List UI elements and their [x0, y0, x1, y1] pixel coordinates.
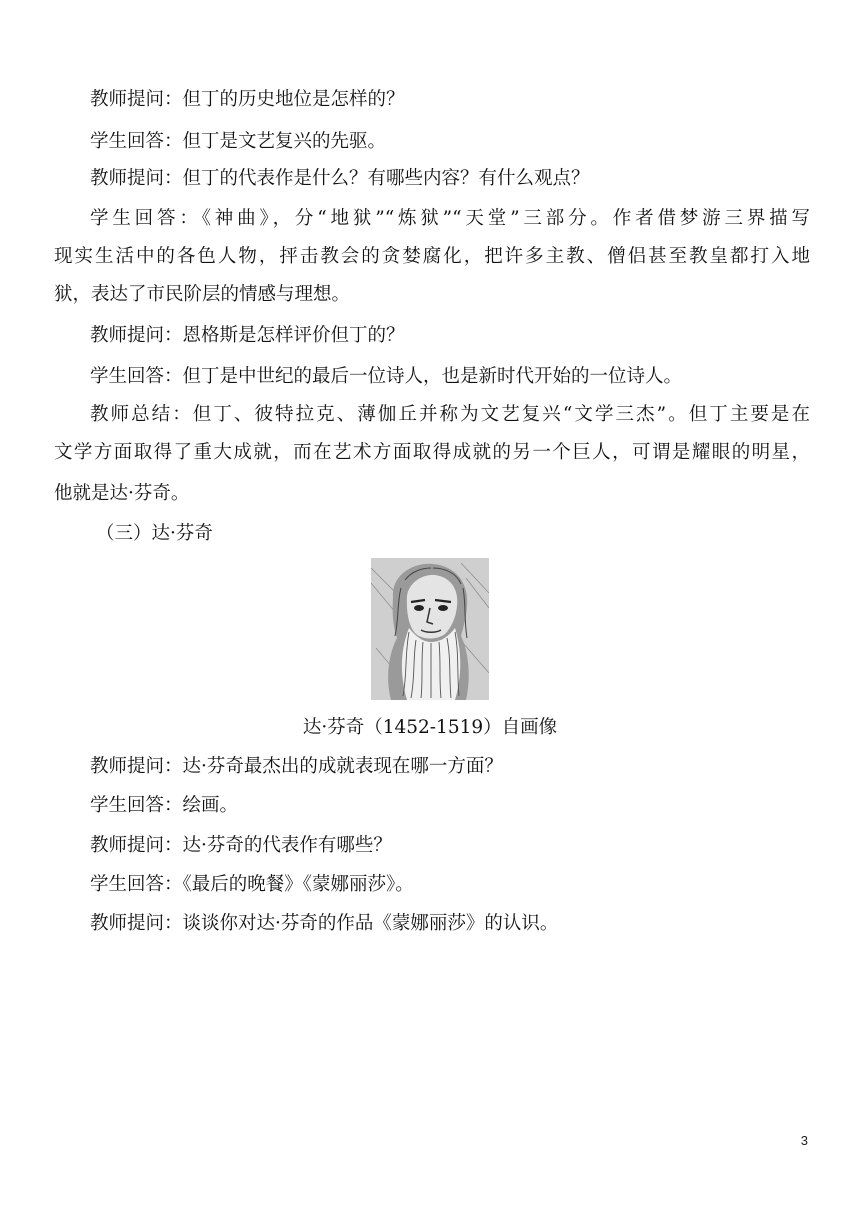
paragraph-student-answer-2-line-3: 狱，表达了市民阶层的情感与理想。	[54, 284, 351, 305]
paragraph-teacher-question-1: 教师提问：但丁的历史地位是怎样的？	[90, 89, 405, 110]
page-number: 3	[800, 1133, 808, 1148]
paragraph-student-answer-3: 学生回答：但丁是中世纪的最后一位诗人，也是新时代开始的一位诗人。	[90, 366, 683, 387]
paragraph-student-answer-4: 学生回答：绘画。	[90, 795, 239, 816]
section-heading: （三）达·芬奇	[96, 523, 213, 544]
paragraph-student-answer-5: 学生回答：《最后的晚餐》《蒙娜丽莎》。	[90, 874, 414, 895]
paragraph-teacher-question-2: 教师提问：但丁的代表作是什么？有哪些内容？有什么观点？	[90, 168, 590, 189]
paragraph-teacher-question-4: 教师提问：达·芬奇最杰出的成就表现在哪一方面？	[90, 756, 503, 777]
paragraph-teacher-question-3: 教师提问：恩格斯是怎样评价但丁的？	[90, 325, 405, 346]
portrait-sketch-icon	[371, 558, 489, 700]
paragraph-student-answer-2-line-1: 学生回答：《神曲》，分“地狱”“炼狱”“天堂”三部分。作者借梦游三界描写	[90, 208, 810, 229]
figure-caption: 达·芬奇（1452-1519）自画像	[302, 717, 558, 738]
paragraph-student-answer-2-line-2: 现实生活中的各色人物，抨击教会的贪婪腐化，把许多主教、僧侣甚至教皇都打入地	[54, 246, 810, 267]
paragraph-teacher-question-6: 教师提问：谈谈你对达·芬奇的作品《蒙娜丽莎》的认识。	[90, 913, 559, 934]
paragraph-teacher-summary-line-1: 教师总结：但丁、彼特拉克、薄伽丘并称为文艺复兴“文学三杰”。但丁主要是在	[90, 404, 810, 425]
paragraph-student-answer-1: 学生回答：但丁是文艺复兴的先驱。	[90, 131, 387, 152]
paragraph-teacher-question-5: 教师提问：达·芬奇的代表作有哪些？	[90, 835, 392, 856]
paragraph-teacher-summary-line-2: 文学方面取得了重大成就，而在艺术方面取得成就的另一个巨人，可谓是耀眼的明星，	[54, 442, 810, 463]
paragraph-teacher-summary-line-3: 他就是达·芬奇。	[54, 483, 190, 504]
